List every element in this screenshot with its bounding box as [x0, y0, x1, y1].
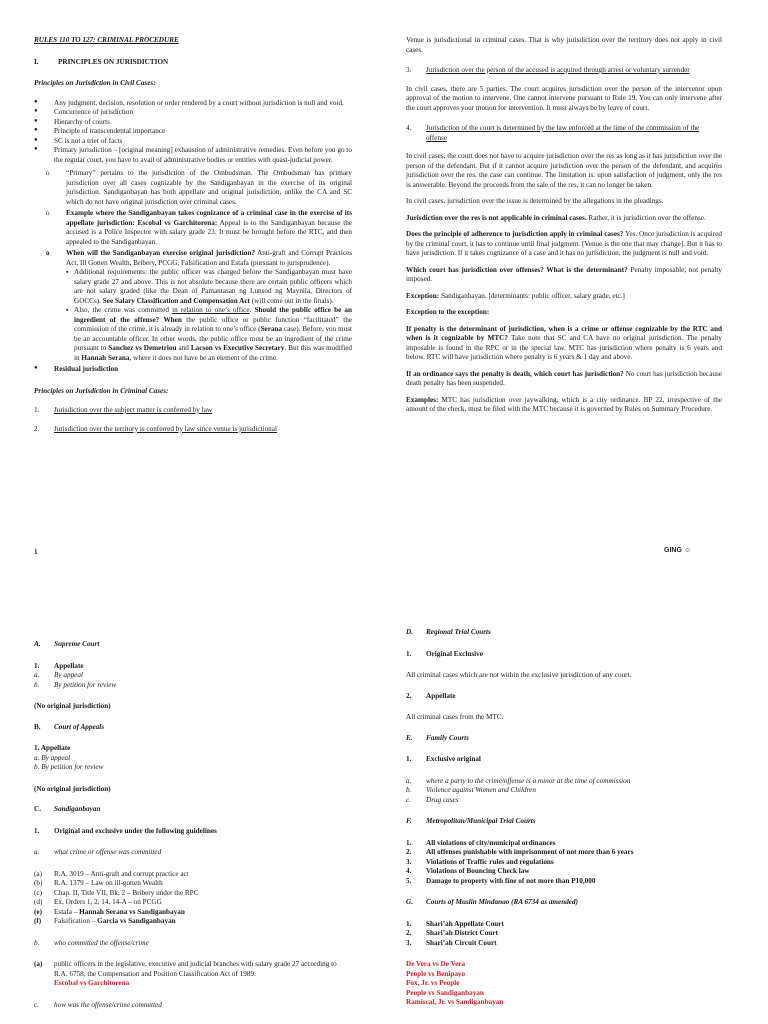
paragraph: In civil cases, the court does not have to acquire jurisdiction over the res as long as it has jurisdiction over the person of the defendant. But if it cannot acquire jurisdiction over the person of the defendant, and acquires jurisdiction over the res, the case can continue. The limitation is: upon satisfaction of judgment, only the res is answerable. Beyond the proceeds from the sale of the res, it can no longer be taken.	[406, 152, 722, 189]
numbered-item: 2. Jurisdiction over the territory is conferred by law since venue is jurisdictional	[34, 424, 277, 433]
court-heading-sandiganbayan: C. Sandiganbayan	[34, 805, 101, 813]
civil-principles-heading: Principles on Jurisdiction in Civil Cases:	[34, 79, 156, 87]
civil-principles-list	[34, 99, 352, 166]
list-item: (c) Chap. II, Title VII, Bk. 2 – Bribery under the RPC	[34, 888, 199, 897]
list-item: 1. All violations of city/municipal ordinances	[406, 838, 556, 847]
section-number: I.	[34, 57, 39, 66]
court-heading-supreme: A. Supreme Court	[34, 640, 100, 648]
list-item: a. where a party to the crime/offense is a minor at the time of commission	[406, 776, 631, 785]
case-citation: De Vera vs De Vera	[406, 960, 466, 968]
court-heading-mtc: F. Metropolitan/Municipal Trial Courts	[406, 817, 536, 825]
list-item: 4. Violations of Bouncing Check law	[406, 867, 530, 875]
list-item: b. By petition for review	[34, 763, 104, 771]
note: (No original jurisdiction)	[34, 702, 111, 710]
page1-right-column	[406, 36, 722, 422]
paragraph: Which court has jurisdiction over offenses? What is the determinant? Penalty imposable, not penalty imposed.	[406, 265, 722, 283]
court-heading-rtc: D. Regional Trial Courts	[406, 628, 491, 636]
list-item: a. By appeal	[34, 753, 71, 762]
section-heading	[34, 58, 352, 68]
paragraph: Does the principle of adherence to jurisdiction apply in criminal cases? Yes. Once jurisdiction is acquired by the criminal court, it has to continue until final judgment. [Venue is the one that may change]. But it has to have jurisdiction. If it takes cognizance of a case and it has no jurisdiction, the judgment is null and void.	[406, 230, 722, 257]
paragraph: Jurisdiction over the res is not applicable in criminal cases. Rather, it is jurisdiction over the offense.	[406, 213, 706, 222]
list-item: ▪ Also, the crime was committed in relation to one’s office. Should the public office be an ingredient of the offense? When the public office or public function “facilitated” the commission of the crime, it is already in relation to one’s office (Serana case). Before, you must be an accountable officer. In other words, the public office must be an ingredient of the crime pursuant to Sanchez vs Demetriou and Lacson vs Executive Secretary. But this was modified in Hannah Serana, where it does not have be an element of the crime.	[66, 306, 352, 363]
paragraph: All criminal cases which are not within the exclusive jurisdiction of any court.	[406, 671, 632, 679]
list-item: ● SC is not a trier of facts	[34, 137, 352, 147]
note: (No original jurisdiction)	[34, 784, 111, 793]
list-item: c. Drug cases	[406, 795, 459, 804]
paragraph: Exception: Sandiganbayan. [determinants: public officer, salary grade, etc.]	[406, 291, 625, 300]
court-heading-family: E. Family Courts	[406, 733, 469, 742]
original-jurisdiction-sublist	[66, 268, 352, 363]
list-item: o “Primary” pertains to the jurisdiction of the Ombudsman. The Ombudsman has primary jurisdiction over all cases cognizable by the Sandiganbayan in the exercise of its original jurisdiction. Sandiganbayan has both appellate and original jurisdiction, unlike the CA and SC which do not have original jurisdiction over criminal cases.	[54, 169, 352, 207]
list-item: o Example where the Sandiganbayan takes cognizance of a criminal case in the exercise of its appellate jurisdiction: Escobal vs Garchitorena: Appeal is to the Sandiganbayan because the accused is a Police Inspector with salary grade 23. It must be brought before the RTC, and then appealed to the Sandiganbayan.	[54, 209, 352, 247]
list-item: b. By petition for review	[34, 680, 117, 689]
list-item: 3. Violations of Traffic rules and regulations	[406, 857, 554, 866]
paragraph: In civil cases, there are 5 parties. The court acquires jurisdiction over the person of the intervenor upon approval of the motion to intervene. One cannot intervene pursuant to Rule 19. You can only intervene after the court approves your motion for intervention. It must always be by leave of court.	[406, 84, 722, 112]
page2-left-column	[34, 640, 352, 1010]
list-item: (d) Ex. Orders 1, 2, 14, 14-A – on PCGG	[34, 898, 162, 906]
list-item: b. Violence against Women and Children	[406, 786, 536, 794]
document-page-2	[0, 618, 768, 1024]
case-citation: Escobal vs Garchitorena	[54, 979, 130, 987]
numbered-item: 2. Appellate	[406, 691, 456, 700]
list-item: (f) Falsification – Garcia vs Sandiganbayan	[34, 917, 176, 925]
numbered-item: 3. Jurisdiction over the person of the accused is acquired through arrest or voluntary surrender	[406, 66, 690, 74]
primary-jurisdiction-sublist	[34, 169, 352, 363]
list-item: b. who committed the offense/crime	[34, 938, 149, 947]
numbered-item: 1. Exclusive original	[406, 755, 481, 763]
numbered-item: 1. Appellate	[34, 744, 71, 752]
list-item: a. what crime or offense was committed	[34, 848, 162, 856]
list-item: ● Any judgment, decision, resolution or order rendered by a court without jurisdiction is null and void.	[34, 99, 352, 109]
case-citation: Fox, Jr. vs People	[406, 979, 460, 987]
author-signature: GING ☺	[664, 547, 691, 554]
list-item: ● Primary jurisdiction – [original meaning] exhaustion of administrative remedies. Even before you go to the regular court, you have to avail of administrative bodies or entities with quasi-judicial power.	[34, 146, 352, 165]
list-item: ▪ Additional requirements: the public officer was charged before the Sandiganbayan must have salary grade 27 and above. This is not absolute because there are certain public officers which are not salary graded (like the Dean of Pamantasan ng Lunsod ng Maynila, Directors of GOCCs). See Salary Classification and Compensation Act (will come out in the finals).	[66, 268, 352, 306]
paragraph: Examples: MTC has jurisdiction over jaywalking, which is a city ordinance. BP 22, irrespective of the amount of the check, must be filed with the MTC because it is governed by Rules on Summary Procedure.	[406, 395, 722, 413]
list-item: 5. Damage to property with fine of not more than P10,000	[406, 876, 596, 885]
list-item: (a) public officers in the legislative, executive and judicial branches with salary grade 27 according to R.A. 6758, the Compensation and Position Classification Act of 1989. Escobal vs Garchitorena	[34, 960, 337, 987]
list-item: (a) R.A. 3019 – Anti-graft and corrupt practice act	[34, 869, 189, 878]
residual-list	[34, 365, 352, 375]
paragraph: In civil cases, jurisdiction over the issue is determined by the allegations in the pleadings.	[406, 197, 664, 205]
numbered-item: 1. Original and exclusive under the following guidelines	[34, 826, 217, 835]
paragraph: If penalty is the determinant of jurisdiction, when is a crime or offense cognizable by the RTC and when is it cognizable by MTC? Take note that SC and CA have no original jurisdiction. The penalty imposable is found in the RPC or in the special law. MTC has jurisdiction where penalty is 6 years and below. RTC will have jurisdiction where penalty is 6 years & 1 day and above.	[406, 324, 722, 361]
document-title: RULES 110 TO 127: CRIMINAL PROCEDURE	[34, 36, 179, 44]
case-citation: Ramiscal, Jr. vs Sandiganbayan	[406, 998, 504, 1006]
page-number: 1	[34, 548, 38, 556]
list-item: ● Concurrence of jurisdiction	[34, 108, 352, 118]
numbered-item: 1. Appellate	[34, 661, 84, 670]
numbered-item: 1. Jurisdiction over the subject matter is conferred by law	[34, 406, 213, 414]
list-item: a. By appeal	[34, 671, 83, 679]
case-citation: People vs Sandiganbayan	[406, 988, 484, 997]
criminal-principles-heading: Principles on Jurisdiction in Criminal Cases:	[34, 386, 169, 395]
paragraph: Venue is jurisdictional in criminal cases. That is why jurisdiction over the territory does not apply in civil cases.	[406, 36, 722, 54]
section-title: PRINCIPLES ON JURISDICTION	[58, 57, 169, 66]
list-item: ● Principle of transcendental importance	[34, 127, 352, 137]
list-item: (e) Estafa – Hannah Serana vs Sandiganbayan	[34, 907, 185, 916]
list-item: 2. All offenses punishable with imprisonment of not more than 6 years	[406, 848, 634, 856]
court-heading-appeals: B. Court of Appeals	[34, 722, 105, 731]
list-item: 2. Shari’ah District Court	[406, 929, 498, 937]
list-item: ● Hierarchy of courts	[34, 118, 352, 128]
list-item: o When will the Sandiganbayan exercise original jurisdiction? Anti-graft and Corrupt Practices Act, Ill Gotten Wealth, Bribery, PCGG, Falsification and Estafa (pursuant to jurisprudence). ▪ Additional requirements: the public officer was charged before the Sandiganbayan must have salary grade 27 and above. This is not absolute because there are certain public officers which are not salary graded (like the Dean of Pamantasan ng Lunsod ng Maynila, Directors of GOCCs). See Salary Classification and Compensation Act (will come out in the finals). ▪ Also, the crime was committed in relation to one’s office. Should the public office be an ingredient of the offense? When the public office or public function “facilitated” the commission of the crime, it is already in relation to one’s office (Serana case). Before, you must be an accountable officer. In other words, the public office must be an ingredient of the crime pursuant to Sanchez vs Demetriou and Lacson vs Executive Secretary. But this was modified in Hannah Serana, where it does not have be an element of the crime.	[54, 249, 352, 363]
case-citation: People vs Benipayo	[406, 969, 466, 978]
page-gap	[0, 580, 768, 618]
page1-left-column	[34, 36, 352, 443]
list-item: ● Residual jurisdiction	[34, 365, 352, 375]
court-heading-muslim: G. Courts of Muslin Mindanao (RA 6734 as amended)	[406, 898, 578, 906]
numbered-item: 4. Jurisdiction of the court is determined by the law enforced at the time of the commission of the offense	[406, 124, 700, 142]
list-item: (b) R.A. 1379 – Law on ill-gotten Wealth	[34, 879, 163, 887]
list-item: c. how was the offense/crime committed	[34, 1000, 162, 1009]
page2-right-column	[406, 628, 722, 1008]
numbered-item: 1. Original Exclusive	[406, 649, 483, 658]
paragraph: All criminal cases from the MTC.	[406, 713, 504, 721]
paragraph: If an ordinance says the penalty is death, which court has jurisdiction? No court has jurisdiction because death penalty has been suspended.	[406, 369, 722, 387]
list-item: 3. Shari’ah Circuit Court	[406, 938, 497, 947]
paragraph: Exception to the exception:	[406, 308, 490, 316]
list-item: 1. Shari’ah Appellate Court	[406, 919, 504, 928]
